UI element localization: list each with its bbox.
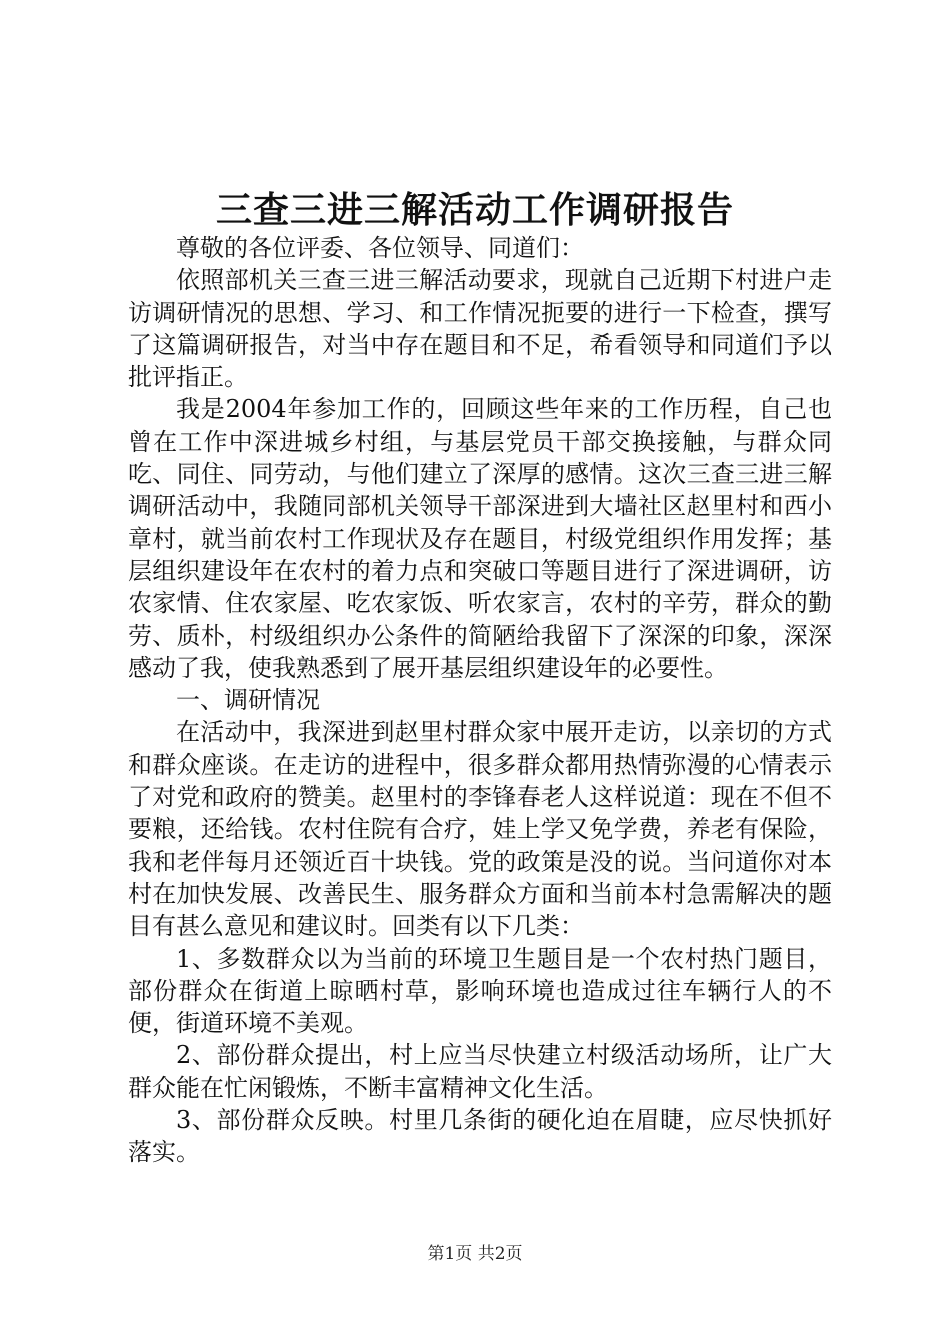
- list-item: 2、部份群众提出，村上应当尽快建立村级活动场所，让广大群众能在忙闲锻炼，不断丰富精神文化生活。: [128, 1041, 832, 1102]
- background-paragraph: 我是2004年参加工作的，回顾这些年来的工作历程，自己也曾在工作中深进城乡村组，与基层党员干部交换接触，与群众同吃、同住、同劳动，与他们建立了深厚的感情。这次三查三进三解调研活动中，我随同部机关领导干部深进到大墙社区赵里村和西小章村，就当前农村工作现状及存在题目，村级党组织作用发挥；基层组织建设年在农村的着力点和突破口等题目进行了深进调研，访农家情、住农家屋、吃农家饭、听农家言，农村的辛劳，群众的勤劳、质朴，村级组织办公条件的简陋给我留下了深深的印象，深深感动了我，使我熟悉到了展开基层组织建设年的必要性。: [128, 395, 832, 682]
- page-footer: 第1页 共2页: [427, 1244, 523, 1264]
- list-item: 1、多数群众以为当前的环境卫生题目是一个农村热门题目，部份群众在街道上晾晒村草，影响环境也造成过往车辆行人的不便，街道环境不美观。: [128, 944, 832, 1038]
- salutation-paragraph: 尊敬的各位评委、各位领导、同道们：: [176, 234, 584, 262]
- document-body: [128, 232, 832, 1169]
- list-item: 3、部份群众反映。村里几条街的硬化迫在眉睫，应尽快抓好落实。: [128, 1106, 832, 1167]
- document-title: 三查三进三解活动工作调研报告: [215, 189, 734, 231]
- section-heading: 一、调研情况: [176, 686, 320, 715]
- survey-paragraph: 在活动中，我深进到赵里村群众家中展开走访，以亲切的方式和群众座谈。在走访的进程中，很多群众都用热情弥漫的心情表示了对党和政府的赞美。赵里村的李锋春老人这样说道：现在不但不要粮，还给钱。农村住院有合疗，娃上学又免学费，养老有保险，我和老伴每月还领近百十块钱。党的政策是没的说。当问道你对本村在加快发展、改善民生、服务群众方面和当前本村急需解决的题目有甚么意见和建议时。回类有以下几类：: [128, 718, 832, 941]
- intro-paragraph: 依照部机关三查三进三解活动要求，现就自己近期下村进户走访调研情况的思想、学习、和工作情况扼要的进行一下检查，撰写了这篇调研报告，对当中存在题目和不足，希看领导和同道们予以批评指正。: [128, 266, 832, 392]
